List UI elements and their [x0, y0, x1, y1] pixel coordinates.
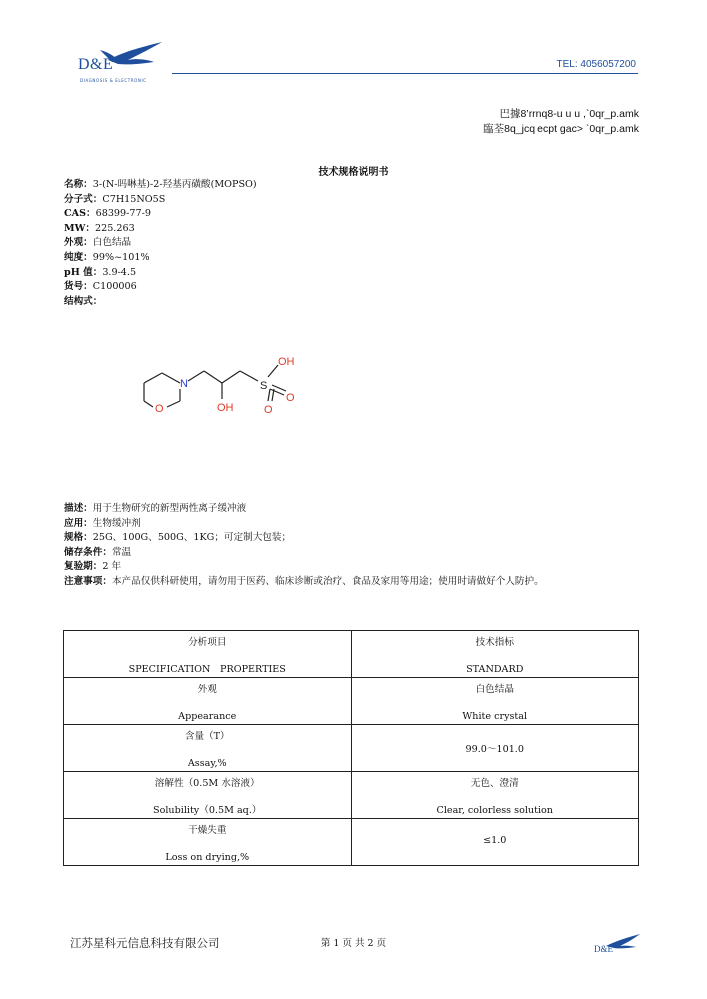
atom-o-sulfonyl-2: O	[286, 392, 295, 404]
field-label: 外观：	[64, 237, 93, 249]
field-label: 名称：	[64, 179, 93, 190]
table-cell	[64, 678, 352, 725]
info-packaging	[64, 531, 644, 546]
telephone: TEL: 4056057200	[556, 59, 636, 70]
field-structure	[64, 295, 257, 310]
table-row	[64, 725, 639, 772]
field-label: 分子式：	[64, 193, 103, 205]
header-cn: 技术指标	[475, 637, 514, 648]
contact-line-1: 巴據8’rrnq8-u u u ,`0qr_p.amk	[499, 108, 639, 120]
property-cn: 溶解性（0.5M 水溶液）	[154, 778, 260, 789]
info-label: 应用：	[64, 517, 93, 529]
logo-text: D&E	[78, 56, 114, 73]
field-appearance	[64, 236, 257, 251]
field-formula	[64, 193, 257, 208]
field-purity	[64, 251, 257, 266]
standard-cn: 无色、澄清	[470, 778, 519, 789]
contact-line-2: 臨荃8q_jcq ecpt gac> `0qr_p.amk	[483, 123, 639, 135]
info-value: 用于生物研究的新型两性离子缓冲液	[92, 503, 247, 514]
table-cell	[64, 772, 352, 819]
info-label: 储存条件：	[64, 546, 112, 558]
field-value: 68399-77-9	[95, 208, 151, 220]
table-header-cell	[64, 631, 352, 678]
info-retest	[64, 560, 644, 575]
footer-logo-icon	[592, 932, 644, 958]
field-label: 结构式：	[64, 295, 103, 307]
atom-oh: OH	[217, 402, 234, 414]
atom-s: S	[260, 380, 268, 392]
structure-diagram	[140, 345, 330, 435]
info-value: 常温	[111, 546, 132, 558]
page-number: 第 1 页 共 2 页	[320, 938, 387, 949]
property-en: Appearance	[178, 711, 237, 722]
info-label: 描述：	[64, 503, 93, 514]
info-label: 复验期：	[64, 561, 103, 573]
atom-n: N	[180, 378, 188, 390]
property-en: Assay,%	[187, 758, 227, 769]
field-value: 225.263	[95, 222, 135, 234]
standard-cn: 白色结晶	[475, 684, 514, 695]
field-ph	[64, 266, 257, 281]
field-cas	[64, 207, 257, 222]
spec-table	[63, 630, 639, 866]
header-en: SPECIFICATION PROPERTIES	[128, 664, 286, 675]
field-name	[64, 178, 257, 193]
field-label: 纯度：	[64, 251, 93, 263]
company-logo	[78, 38, 178, 86]
company-name: 江苏星科元信息科技有限公司	[70, 936, 220, 950]
field-value: C7H15NO5S	[102, 193, 166, 205]
standard-en: Clear, colorless solution	[436, 805, 553, 816]
document-title: 技术规格说明书	[318, 167, 389, 178]
property-cn: 干燥失重	[188, 825, 227, 836]
table-header-cell	[351, 631, 639, 678]
product-fields	[64, 178, 257, 309]
field-value: 3-(N-吗啉基)-2-羟基丙磺酸(MOPSO)	[92, 179, 257, 190]
info-value: 2 年	[102, 561, 122, 573]
info-application	[64, 517, 644, 532]
field-label: MW：	[64, 222, 95, 234]
header-cn: 分析项目	[188, 637, 227, 648]
property-en: Loss on drying,%	[165, 852, 250, 863]
standard-value: ≤1.0	[483, 835, 507, 846]
table-cell	[351, 772, 639, 819]
header-divider	[172, 73, 638, 74]
info-label: 规格：	[64, 532, 93, 544]
field-label: 货号：	[64, 281, 93, 293]
property-cn: 含量（T）	[184, 731, 230, 742]
field-value: C100006	[92, 281, 137, 293]
table-cell	[351, 678, 639, 725]
info-value: 生物缓冲剂	[92, 517, 141, 529]
field-value: 99%~101%	[92, 251, 150, 263]
field-catalog	[64, 280, 257, 295]
standard-en: White crystal	[462, 711, 528, 722]
table-cell	[351, 819, 639, 866]
table-cell	[64, 725, 352, 772]
property-cn: 外观	[197, 684, 217, 695]
table-header-row	[64, 631, 639, 678]
atom-o-sulfonyl-1: O	[264, 404, 273, 416]
property-en: Solubility（0.5M aq.）	[153, 805, 262, 816]
table-cell	[351, 725, 639, 772]
field-label: pH 值：	[64, 266, 103, 278]
table-row	[64, 819, 639, 866]
field-value: 白色结晶	[92, 237, 132, 249]
atom-sulfonic-oh: OH	[278, 356, 295, 368]
atom-o-ring: O	[155, 403, 164, 415]
field-label: CAS：	[64, 208, 96, 220]
info-notes	[64, 575, 644, 590]
table-row	[64, 772, 639, 819]
info-value: 25G、100G、500G、1KG；可定制大包装；	[92, 532, 292, 544]
info-description	[64, 502, 644, 517]
standard-value: 99.0～101.0	[465, 744, 524, 755]
field-value: 3.9-4.5	[102, 266, 137, 278]
table-cell	[64, 819, 352, 866]
field-mw	[64, 222, 257, 237]
info-value: 本产品仅供科研使用，请勿用于医药、临床诊断或治疗、食品及家用等用途；使用时请做好个人防护。	[111, 575, 544, 587]
product-info	[64, 502, 644, 590]
table-row	[64, 678, 639, 725]
info-label: 注意事项：	[64, 575, 112, 587]
header-en: STANDARD	[466, 664, 524, 675]
logo-subtitle: DIAGNOSIS & ELECTRONIC	[80, 78, 147, 83]
info-storage	[64, 546, 644, 561]
svg-text:D&E: D&E	[594, 944, 613, 954]
